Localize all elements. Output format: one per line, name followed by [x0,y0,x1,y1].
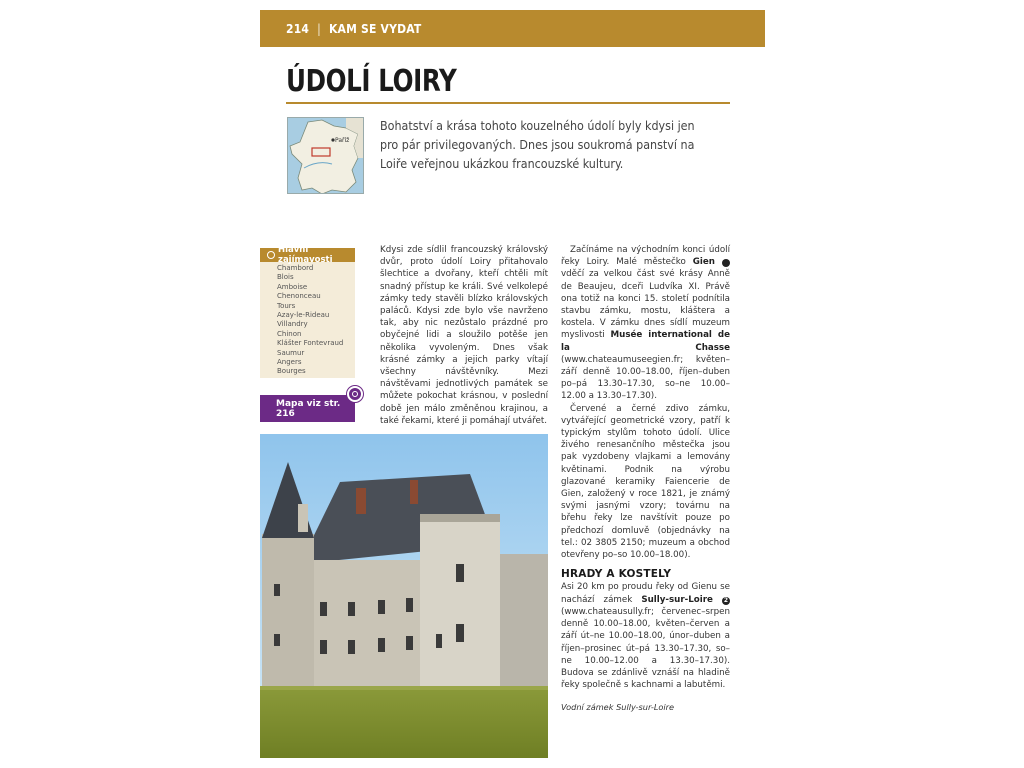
marker-number: 2 [723,596,729,604]
section-heading: HRADY A KOSTELY [561,568,672,581]
main-sights-box [260,245,355,378]
map-pin-icon [347,386,363,402]
list-item: Klášter Fontevraud [277,339,344,348]
list-item: Chambord [277,264,314,272]
section-name: KAM SE VYDAT [328,21,422,36]
list-item: Saumur [277,348,305,357]
page-title: ÚDOLÍ LOIRY [286,64,457,99]
clock-icon [267,251,275,259]
list-item: Azay-le-Rideau [277,311,330,320]
title-rule [286,102,730,104]
paragraph: Asi 20 km po proudu řeky od Gienu se nachází zámek Sully-sur-Loire 2 (www.chateausully.fr; červenec–srpen denně 10.00–18.00, květen–červen a září út–ne 10.00–18.00, únor–duben a říjen–prosinec út–pá 13.30–17.30, so–ne 10.00–12.00 a 13.30–17.30). Budova se zdánlivě vznáší na hladině řeky společně s kachnami a labutěmi. [561,582,730,691]
photo-caption: Vodní zámek Sully-sur-Loire [561,702,675,713]
sights-heading [260,245,355,265]
guidebook-page [260,0,765,768]
list-item: Chinon [277,329,302,338]
place-gien: Gien [692,257,715,268]
place-sully: Sully-sur-Loire [641,594,713,605]
list-item: Angers [277,358,302,367]
paragraph: Červené a černé zdivo zámku, vytvářející geometrické vzory, patří k typickým stylům tohoto údolí. Ulice živého renesančního městečka jsou pak vyzdobeny vlajkami a lemovány květinami. Podnik na výrobu glazované keramiky Faiencerie de Gien, založený v roce 1821, je známý svými jasnými vzory; továrnu na břehu řeky lze navštívit pouze po předchozí domluvě (objednávky na tel.: 02 3805 2150; muzeum a obchod otevřeny po–so 10.00–18.00). [561,403,730,561]
france-shape [290,120,358,194]
list-item: Amboise [277,282,308,291]
paragraph: Začínáme na východním konci údolí řeky Loiry. Malé městečko Gien 1 vděčí za velkou část své krásy Anně de Beaujeu, dceři Ludvíka XI. Právě ona totiž na konci 15. století podnítila stavbu zámku, mostu, kláštera a kostela. V zámku dnes sídlí muzeum myslivosti Musée international de la Chasse (www.chateaumuseegien.fr; květen–září denně 10.00–18.00, říjen–duben po–pá 13.30–17.30, so–ne 10.00–12.00 a 13.30–17.30). [561,245,736,402]
list-item: Blois [277,273,294,282]
sights-list [260,262,355,377]
page-number: 214 [286,21,310,36]
castle-photo [260,434,548,758]
intro-text: Bohatství a krása tohoto kouzelného údolí byly kdysi jen pro pár privilegovaných. Dnes jsou soukromá panství na Loiře veřejnou ukázkou francouzské kultury. [380,118,695,171]
locator-map [287,117,364,194]
list-item: Chenonceau [277,292,321,301]
header-separator: | [317,21,321,36]
city-label: Paříž [335,137,350,144]
body-column-1: Kdysi zde sídlil francouzský královský dvůr, proto údolí Loiry přitahovalo šlechtice a dvořany, kteří chtěli mít snadný přístup ke králi. Své velkolepé zámky tedy stavěli blízko královských paláců. Kdysi zde bylo vše navrženo tak, aby nic nezůstalo prázdné pro obyčejné lidi a sloužilo potěše jen několika vyvoleným. Dnes však krásné zámky a jejich parky vítají všechny návštěvníky. Mezi návštěvami jednotlivých památek se můžete pokochat krásnou, v poslední době jen málo změněnou krajinou, a také řekami, které ji pomáhají utvářet. [380,245,548,426]
museum-name: Musée international de la Chasse [561,330,730,353]
marker-number: 1 [722,259,730,267]
running-header [260,10,765,47]
list-item: Villandry [277,320,308,329]
list-item: Bourges [277,367,306,376]
sights-heading-label: Hlavní zajímavosti [278,245,333,265]
map-reference: Mapa viz str. 216 [260,395,355,422]
body-column-2 [561,244,736,714]
list-item: Tours [277,301,296,310]
